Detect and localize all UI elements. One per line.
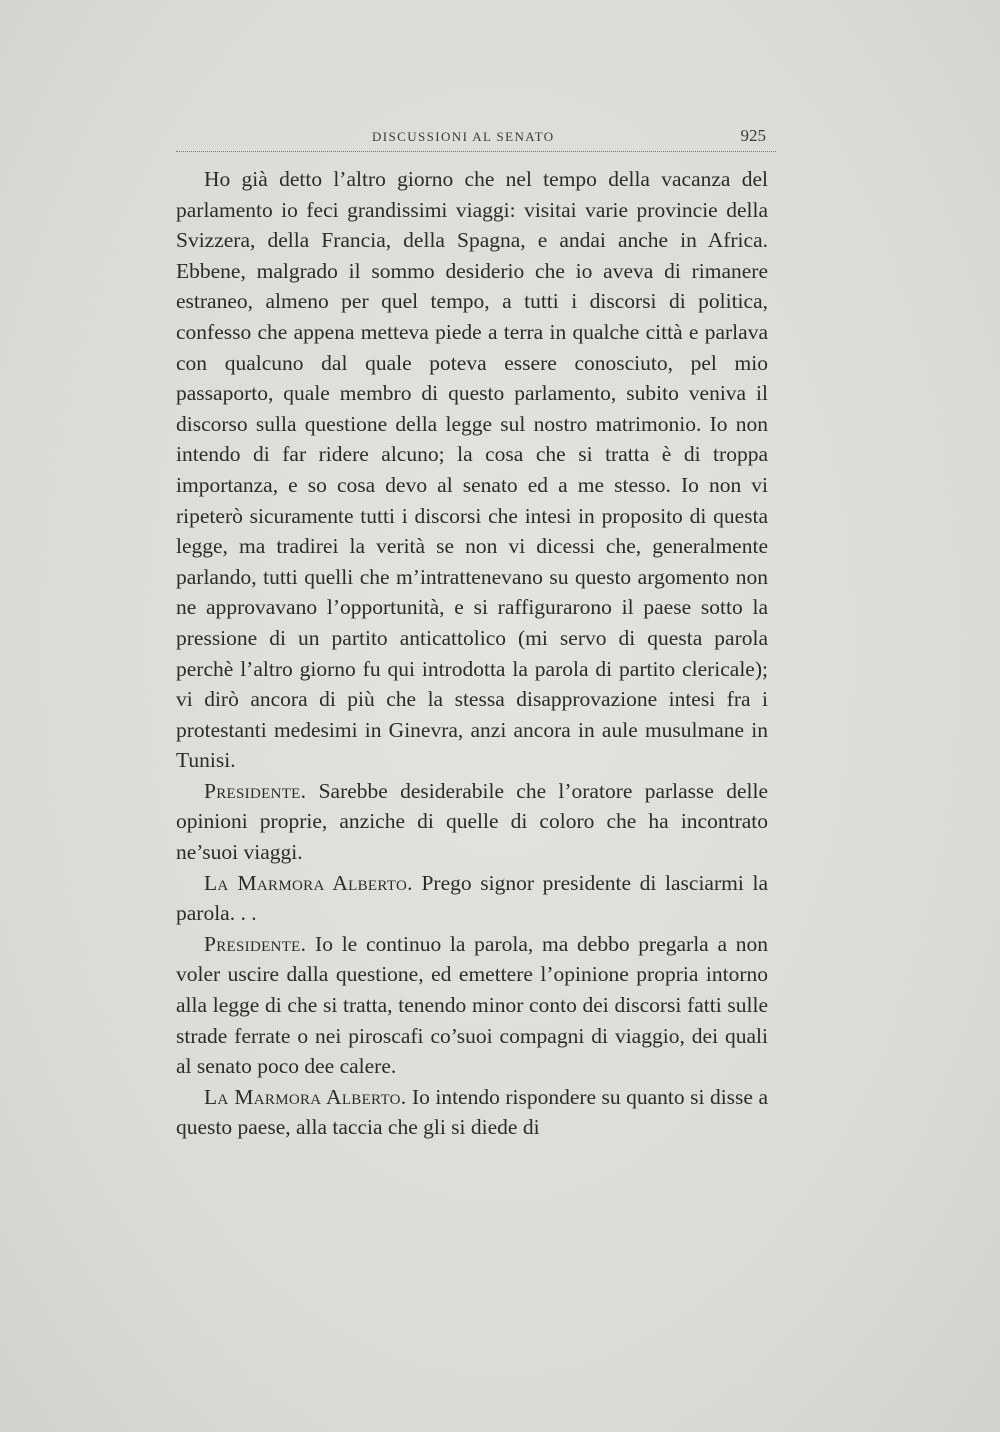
- speaker-name: Presidente.: [204, 778, 307, 803]
- speaker-name: Presidente.: [204, 931, 307, 956]
- paragraph: [176, 164, 768, 776]
- paragraph: [176, 776, 768, 868]
- paragraph-text: Sarebbe desiderabile che l’oratore parlasse delle opinioni proprie, anziche di quelle di coloro che ha incontrato ne’suoi viaggi.: [176, 778, 768, 865]
- paragraph-text: Ho già detto l’altro giorno che nel tempo della vacanza del parlamento io feci grandissimi viaggi: visitai varie provincie della Svizzera, della Francia, della Spagna, e andai anche in Africa. Ebbene, malgrado il sommo desiderio che io aveva di rimanere estraneo, almeno per quel tempo, a tutti i discorsi di politica, confesso che appena metteva piede a terra in qualche città e parlava con qualcuno dal quale poteva essere conosciuto, pel mio passaporto, quale membro di questo parlamento, subito veniva il discorso sulla questione della legge sul nostro matrimonio. Io non intendo di far ridere alcuno; la cosa che si tratta è di troppa importanza, e so cosa devo al senato ed a me stesso. Io non vi ripeterò sicuramente tutti i discorsi che intesi in proposito di questa legge, ma tradirei la verità se non vi dicessi che, generalmente parlando, tutti quelli che m’intrattenevano su questo argomento non ne approvavano l’opportunità, e si raffigurarono il paese sotto la pressione di un partito anticattolico (mi servo di questa parola perchè l’altro giorno fu qui introdotta la parola di partito clericale); vi dirò ancora di più che la stessa disapprovazione intesi fra i protestanti medesimi in Ginevra, anzi ancora in aule musulmane in Tunisi.: [176, 167, 768, 773]
- paragraph: [176, 868, 768, 929]
- header-rule: [176, 151, 776, 152]
- paragraph-text: Io intendo rispondere su quanto si disse a questo paese, alla taccia che gli si diede di: [176, 1084, 768, 1140]
- running-head: DISCUSSIONI AL SENATO: [372, 129, 555, 144]
- page-number: 925: [740, 126, 766, 145]
- paragraph-text: Io le continuo la parola, ma debbo pregarla a non voler uscire dalla questione, ed emettere l’opinione propria intorno alla legge di che si tratta, tenendo minor conto dei discorsi fatti sulle strade ferrate o nei piroscafi co’suoi compagni di viaggio, dei quali al senato poco dee calere.: [176, 931, 768, 1079]
- paragraph: [176, 1082, 768, 1143]
- paragraph: [176, 929, 768, 1082]
- paragraph-text: Prego signor presidente di lasciarmi la parola. . .: [176, 870, 768, 926]
- speaker-name: La Marmora Alberto.: [204, 870, 413, 895]
- speaker-name: La Marmora Alberto.: [204, 1084, 407, 1109]
- body-text: [176, 164, 768, 1143]
- page-header: [176, 126, 766, 150]
